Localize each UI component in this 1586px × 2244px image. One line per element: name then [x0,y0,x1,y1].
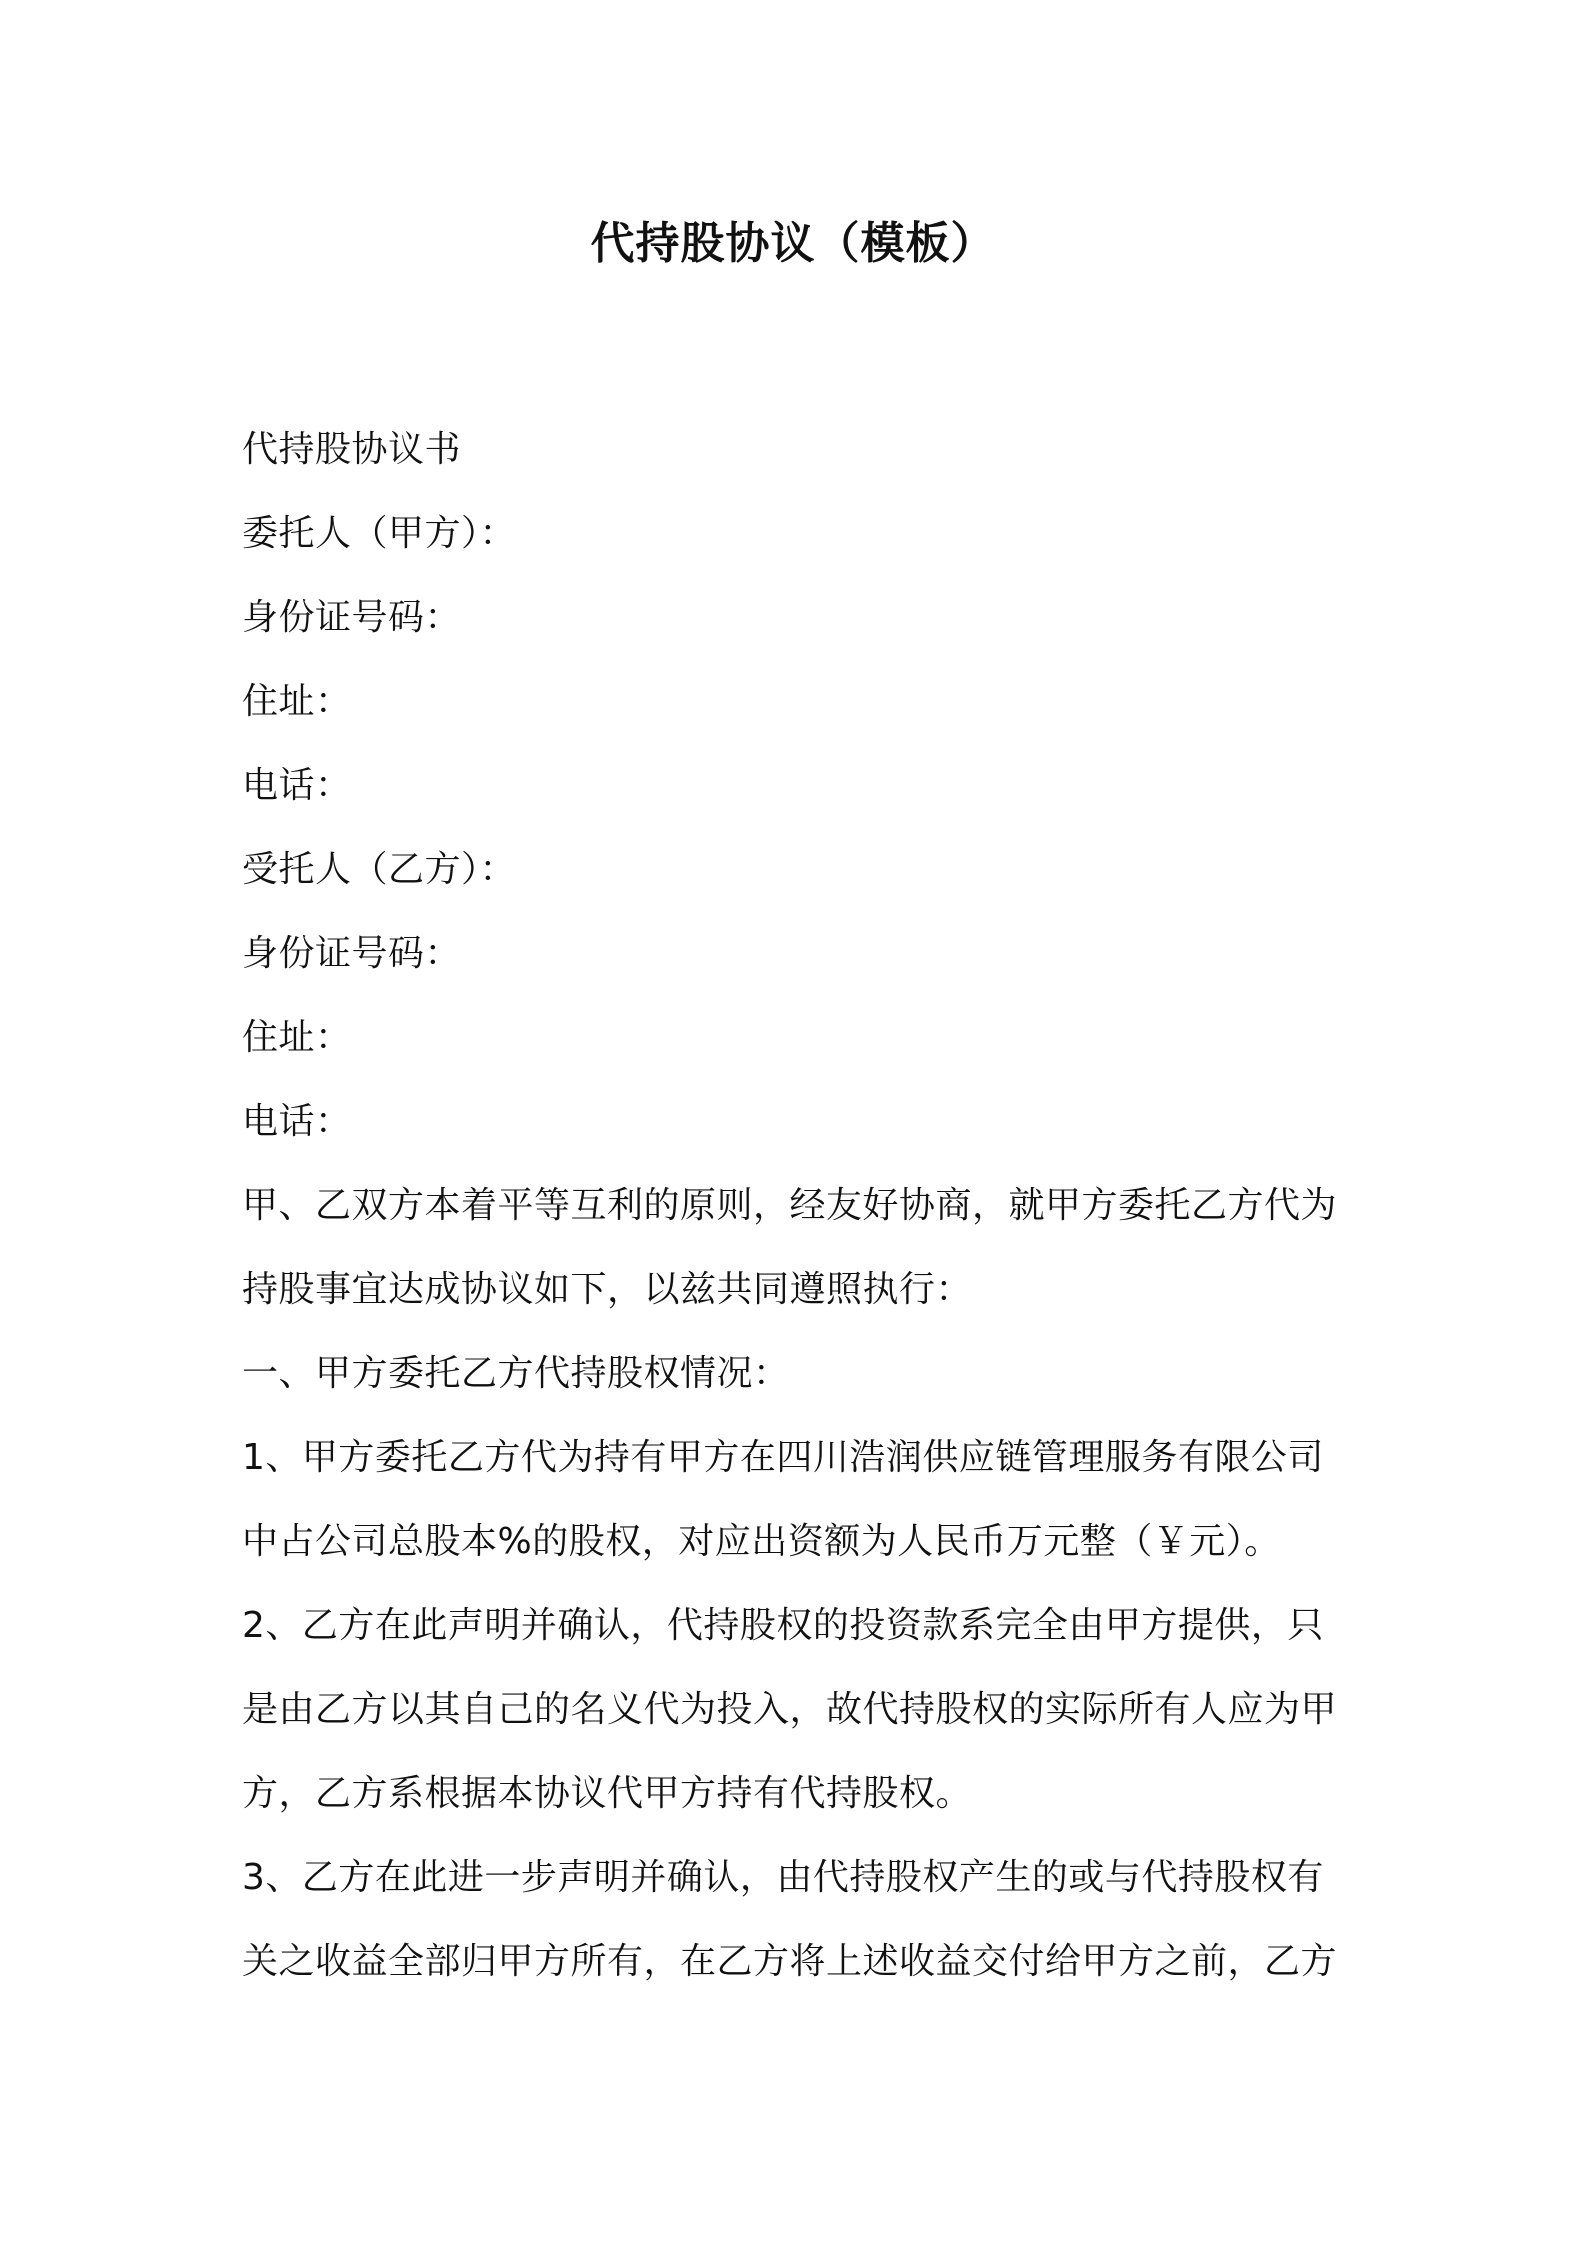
party-b-address-label: 住址： [242,1017,352,1058]
party-b-phone-label: 电话： [242,1101,352,1142]
preamble-line: 持股事宜达成协议如下，以兹共同遵照执行： [242,1269,973,1310]
clause-2-line: 方，乙方系根据本协议代甲方持有代持股权。 [242,1773,973,1814]
party-a-phone-label: 电话： [242,765,352,806]
party-b-id-label: 身份证号码： [242,933,462,974]
clause-3-line: 关之收益全部归甲方所有，在乙方将上述收益交付给甲方之前，乙方 [242,1941,1338,1982]
clause-1-line: 中占公司总股本%的股权，对应出资额为人民币万元整（￥元）。 [242,1521,1281,1562]
subtitle-line: 代持股协议书 [242,429,462,470]
clause-3-line: 3、乙方在此进一步声明并确认，由代持股权产生的或与代持股权有 [242,1857,1324,1898]
document-title: 代持股协议（模板） [590,218,996,269]
clause-2-line: 是由乙方以其自己的名义代为投入，故代持股权的实际所有人应为甲 [242,1689,1338,1730]
party-a-id-label: 身份证号码： [242,597,462,638]
document-body [242,408,1362,2004]
clause-1-line: 1、甲方委托乙方代为持有甲方在四川浩润供应链管理服务有限公司 [242,1437,1324,1478]
party-a-label: 委托人（甲方）： [242,513,517,554]
clause-2-line: 2、乙方在此声明并确认，代持股权的投资款系完全由甲方提供，只 [242,1605,1324,1646]
party-b-label: 受托人（乙方）： [242,849,517,890]
section-heading: 一、甲方委托乙方代持股权情况： [242,1353,790,1394]
party-a-address-label: 住址： [242,681,352,722]
preamble-line: 甲、乙双方本着平等互利的原则，经友好协商，就甲方委托乙方代为 [242,1185,1338,1226]
